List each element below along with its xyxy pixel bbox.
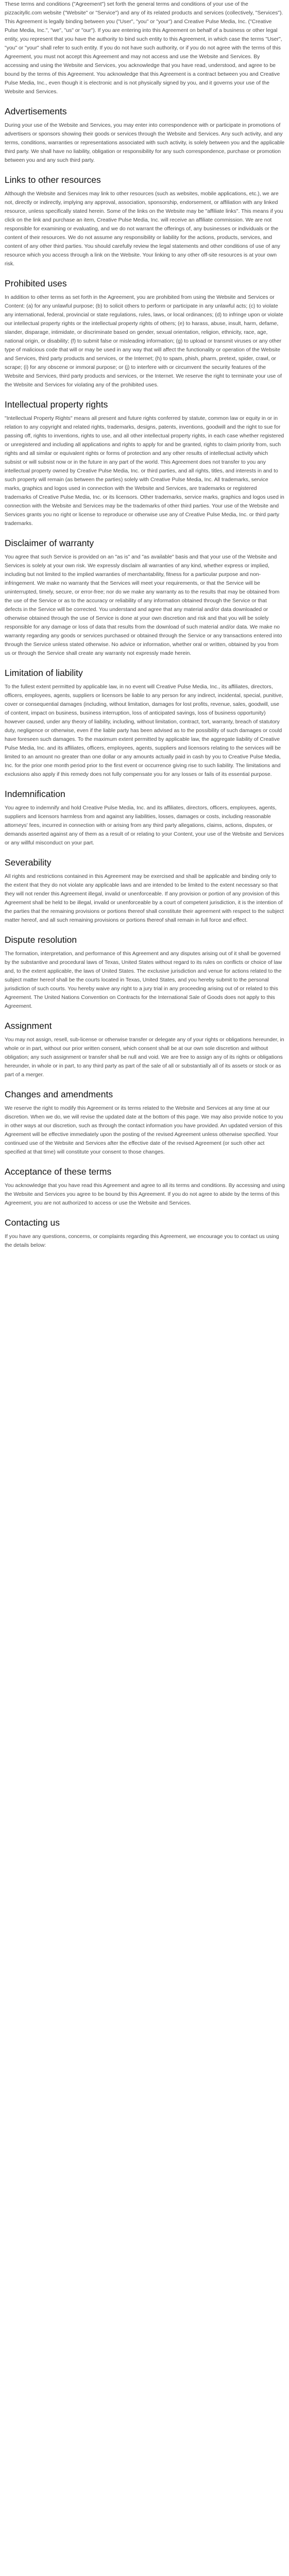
section-links-to-other-resources bbox=[5, 174, 285, 268]
section-disclaimer-of-warranty bbox=[5, 537, 285, 658]
section-heading: Links to other resources bbox=[5, 175, 101, 185]
section-changes-and-amendments bbox=[5, 1089, 285, 1157]
section-heading: Indemnification bbox=[5, 789, 65, 799]
section-heading: Assignment bbox=[5, 1021, 52, 1031]
section-paragraph: You acknowledge that you have read this Agreement and agree to all its terms and conditions. By accessing and using the Website and Services you agree to be bound by this Agreement. If you do not agree to abide by the terms of this Agreement, you are not authorized to access or use the Website and Services. bbox=[5, 1183, 285, 1206]
section-contacting-us bbox=[5, 1217, 285, 1250]
section-heading: Contacting us bbox=[5, 1217, 60, 1228]
section-paragraph: All rights and restrictions contained in this Agreement may be exercised and shall be applicable and binding only to the extent that they do not violate any applicable laws and are intended to be limited to the extent necessary so that they will not render this Agreement illegal, invalid or unenforceable. If any provision or portion of any provision of this Agreement shall be held to be illegal, invalid or unenforceable by a court of competent jurisdiction, it is the intention of the parties that the remaining provisions or portions thereof shall constitute their agreement with respect to the subject matter hereof, and all such remaining provisions or portions thereof shall remain in full force and effect. bbox=[5, 874, 284, 923]
intro-section bbox=[5, 0, 285, 96]
section-paragraph: During your use of the Website and Services, you may enter into correspondence with or participate in promotions of advertisers or sponsors showing their goods or services through the Website and Services. Any such activity, and any terms, conditions, warranties or representations associated with such activity, is solely between you and the applicable third party. We shall have no liability, obligation or responsibility for any such correspondence, purchase or promotion between you and any such third party. bbox=[5, 123, 285, 163]
section-heading: Dispute resolution bbox=[5, 935, 77, 945]
intro-paragraph: These terms and conditions ("Agreement") set forth the general terms and conditions of your use of the pizzacityllc.com website ("Website" or "Service") and any of its related products and services (collectively, "Services"). This Agreement is legally binding between you ("User", "you" or "your") and Creative Pulse Media, Inc. ("Creative Pulse Media, Inc.", "we", "us" or "our"). If you are entering into this Agreement on behalf of a business or other legal entity, you represent that you have the authority to bind such entity to this Agreement, in which case the terms "User", "you" or "your" shall refer to such entity. If you do not have such authority, or if you do not agree with the terms of this Agreement, you must not accept this Agreement and may not access and use the Website and Services. By accessing and using the Website and Services, you acknowledge that you have read, understood, and agree to be bound by the terms of this Agreement. You acknowledge that this Agreement is a contract between you and Creative Pulse Media, Inc., even though it is electronic and is not physically signed by you, and it governs your use of the Website and Services. bbox=[5, 2, 283, 95]
section-severability bbox=[5, 857, 285, 925]
section-heading: Disclaimer of warranty bbox=[5, 538, 94, 548]
section-paragraph: You agree that such Service is provided on an "as is" and "as available" basis and that your use of the Website and Services is solely at your own risk. We expressly disclaim all warranties of any kind, whether express or implied, including but not limited to the implied warranties of merchantability, fitness for a particular purpose and non-infringement. We make no warranty that the Services will meet your requirements, or that the Service will be uninterrupted, timely, secure, or error-free; nor do we make any warranty as to the results that may be obtained from the use of the Service or as to the accuracy or reliability of any information obtained through the Service or that defects in the Service will be corrected. You understand and agree that any material and/or data downloaded or otherwise obtained through the use of Service is done at your own discretion and risk and that you will be solely responsible for any damage or loss of data that results from the download of such material and/or data. We make no warranty regarding any goods or services purchased or obtained through the Service or any transactions entered into through the Service unless stated otherwise. No advice or information, whether oral or written, obtained by you from us or through the Service shall create any warranty not expressly made herein. bbox=[5, 554, 282, 656]
section-heading: Severability bbox=[5, 857, 52, 868]
section-paragraph: The formation, interpretation, and performance of this Agreement and any disputes arising out of it shall be governed by the substantive and procedural laws of Texas, United States without regard to its rules on conflicts or choice of law and, to the extent applicable, the laws of United States. The exclusive jurisdiction and venue for actions related to the subject matter hereof shall be the courts located in Texas, United States, and you hereby submit to the personal jurisdiction of such courts. You hereby waive any right to a jury trial in any proceeding arising out of or related to this Agreement. The United Nations Convention on Contracts for the International Sale of Goods does not apply to this Agreement. bbox=[5, 951, 282, 1009]
section-limitation-of-liability bbox=[5, 667, 285, 779]
section-paragraph: In addition to other terms as set forth in the Agreement, you are prohibited from using the Website and Services or Content: (a) for any unlawful purpose; (b) to solicit others to perform or participate in any unlawful acts; (c) to violate any international, federal, provincial or state regulations, rules, laws, or local ordinances; (d) to infringe upon or violate our intellectual property rights or the intellectual property rights of others; (e) to harass, abuse, insult, harm, defame, slander, disparage, intimidate, or discriminate based on gender, sexual orientation, religion, ethnicity, race, age, national origin, or disability; (f) to submit false or misleading information; (g) to upload or transmit viruses or any other type of malicious code that will or may be used in any way that will affect the functionality or operation of the Website and Services, third party products and services, or the Internet; (h) to spam, phish, pharm, pretext, spider, crawl, or scrape; (i) for any obscene or immoral purpose; or (j) to interfere with or circumvent the security features of the Website and Services, third party products and services, or the Internet. We reserve the right to terminate your use of the Website and Services for violating any of the prohibited uses. bbox=[5, 295, 283, 388]
section-paragraph: "Intellectual Property Rights" means all present and future rights conferred by statute, common law or equity in or in relation to any copyright and related rights, trademarks, designs, patents, inventions, goodwill and the right to sue for passing off, rights to inventions, rights to use, and all other intellectual property rights, in each case whether registered or unregistered and including all applications and rights to apply for and be granted, rights to claim priority from, such rights and all similar or equivalent rights or forms of protection and any other results of intellectual activity which subsist or will subsist now or in the future in any part of the world. This Agreement does not transfer to you any intellectual property owned by Creative Pulse Media, Inc. or third parties, and all rights, titles, and interests in and to such property will remain (as between the parties) solely with Creative Pulse Media, Inc. All trademarks, service marks, graphics and logos used in connection with the Website and Services, are trademarks or registered trademarks of Creative Pulse Media, Inc. or its licensors. Other trademarks, service marks, graphics and logos used in connection with the Website and Services may be the trademarks of other third parties. Your use of the Website and Services grants you no right or license to reproduce or otherwise use any of Creative Pulse Media, Inc. or third party trademarks. bbox=[5, 416, 284, 527]
section-acceptance-of-these-terms bbox=[5, 1166, 285, 1208]
section-paragraph: To the fullest extent permitted by applicable law, in no event will Creative Pulse Media, Inc., its affiliates, directors, officers, employees, agents, suppliers or licensors be liable to any person for any indirect, incidental, special, punitive, cover or consequential damages (including, without limitation, damages for lost profits, revenue, sales, goodwill, use of content, impact on business, business interruption, loss of anticipated savings, loss of business opportunity) however caused, under any theory of liability, including, without limitation, contract, tort, warranty, breach of statutory duty, negligence or otherwise, even if the liable party has been advised as to the possibility of such damages or could have foreseen such damages. To the maximum extent permitted by applicable law, the aggregate liability of Creative Pulse Media, Inc. and its affiliates, officers, employees, agents, suppliers and licensors relating to the services will be limited to an amount no greater than one dollar or any amounts actually paid in cash by you to Creative Pulse Media, Inc. for the prior one month period prior to the first event or occurrence giving rise to such liability. The limitations and exclusions also apply if this remedy does not fully compensate you for any losses or fails of its essential purpose. bbox=[5, 684, 283, 777]
section-paragraph: Although the Website and Services may link to other resources (such as websites, mobile applications, etc.), we are not, directly or indirectly, implying any approval, association, sponsorship, endorsement, or affiliation with any linked resource, unless specifically stated herein. Some of the links on the Website may be "affiliate links". This means if you click on the link and purchase an item, Creative Pulse Media, Inc. will receive an affiliate commission. We are not responsible for examining or evaluating, and we do not warrant the offerings of, any businesses or individuals or the content of their resources. We do not assume any responsibility or liability for the actions, products, services, and content of any other third parties. You should carefully review the legal statements and other conditions of use of any resource which you access through a link on the Website. Your linking to any other off-site resources is at your own risk. bbox=[5, 191, 283, 267]
section-heading: Prohibited uses bbox=[5, 278, 67, 289]
terms-sections bbox=[5, 106, 285, 1250]
section-heading: Intellectual property rights bbox=[5, 399, 108, 410]
section-indemnification bbox=[5, 788, 285, 848]
section-heading: Advertisements bbox=[5, 106, 67, 116]
section-paragraph: You agree to indemnify and hold Creative Pulse Media, Inc. and its affiliates, directors, officers, employees, agents, suppliers and licensors harmless from and against any liabilities, losses, damages or costs, including reasonable attorneys' fees, incurred in connection with or arising from any third party allegations, claims, actions, disputes, or demands asserted against any of them as a result of or relating to your Content, your use of the Website and Services or any willful misconduct on your part. bbox=[5, 805, 284, 846]
terms-document bbox=[0, 0, 289, 1250]
section-dispute-resolution bbox=[5, 934, 285, 1011]
section-paragraph: You may not assign, resell, sub-license or otherwise transfer or delegate any of your rights or obligations hereunder, in whole or in part, without our prior written consent, which consent shall be at our own sole discretion and without obligation; any such assignment or transfer shall be null and void. We are free to assign any of its rights or obligations hereunder, in whole or in part, to any third party as part of the sale of all or substantially all of its assets or stock or as part of a merger. bbox=[5, 1037, 284, 1078]
section-paragraph: We reserve the right to modify this Agreement or its terms related to the Website and Services at any time at our discretion. When we do, we will revise the updated date at the bottom of this page. We may also provide notice to you in other ways at our discretion, such as through the contact information you have provided. An updated version of this Agreement will be effective immediately upon the posting of the revised Agreement unless otherwise specified. Your continued use of the Website and Services after the effective date of the revised Agreement (or such other act specified at that time) will constitute your consent to those changes. bbox=[5, 1106, 283, 1155]
section-heading: Limitation of liability bbox=[5, 668, 83, 678]
section-intellectual-property-rights bbox=[5, 399, 285, 528]
section-heading: Changes and amendments bbox=[5, 1089, 113, 1099]
section-advertisements bbox=[5, 106, 285, 165]
section-paragraph: If you have any questions, concerns, or complaints regarding this Agreement, we encourage you to contact us using the details below: bbox=[5, 1234, 279, 1248]
section-heading: Acceptance of these terms bbox=[5, 1166, 112, 1177]
section-prohibited-uses bbox=[5, 278, 285, 389]
section-assignment bbox=[5, 1020, 285, 1079]
